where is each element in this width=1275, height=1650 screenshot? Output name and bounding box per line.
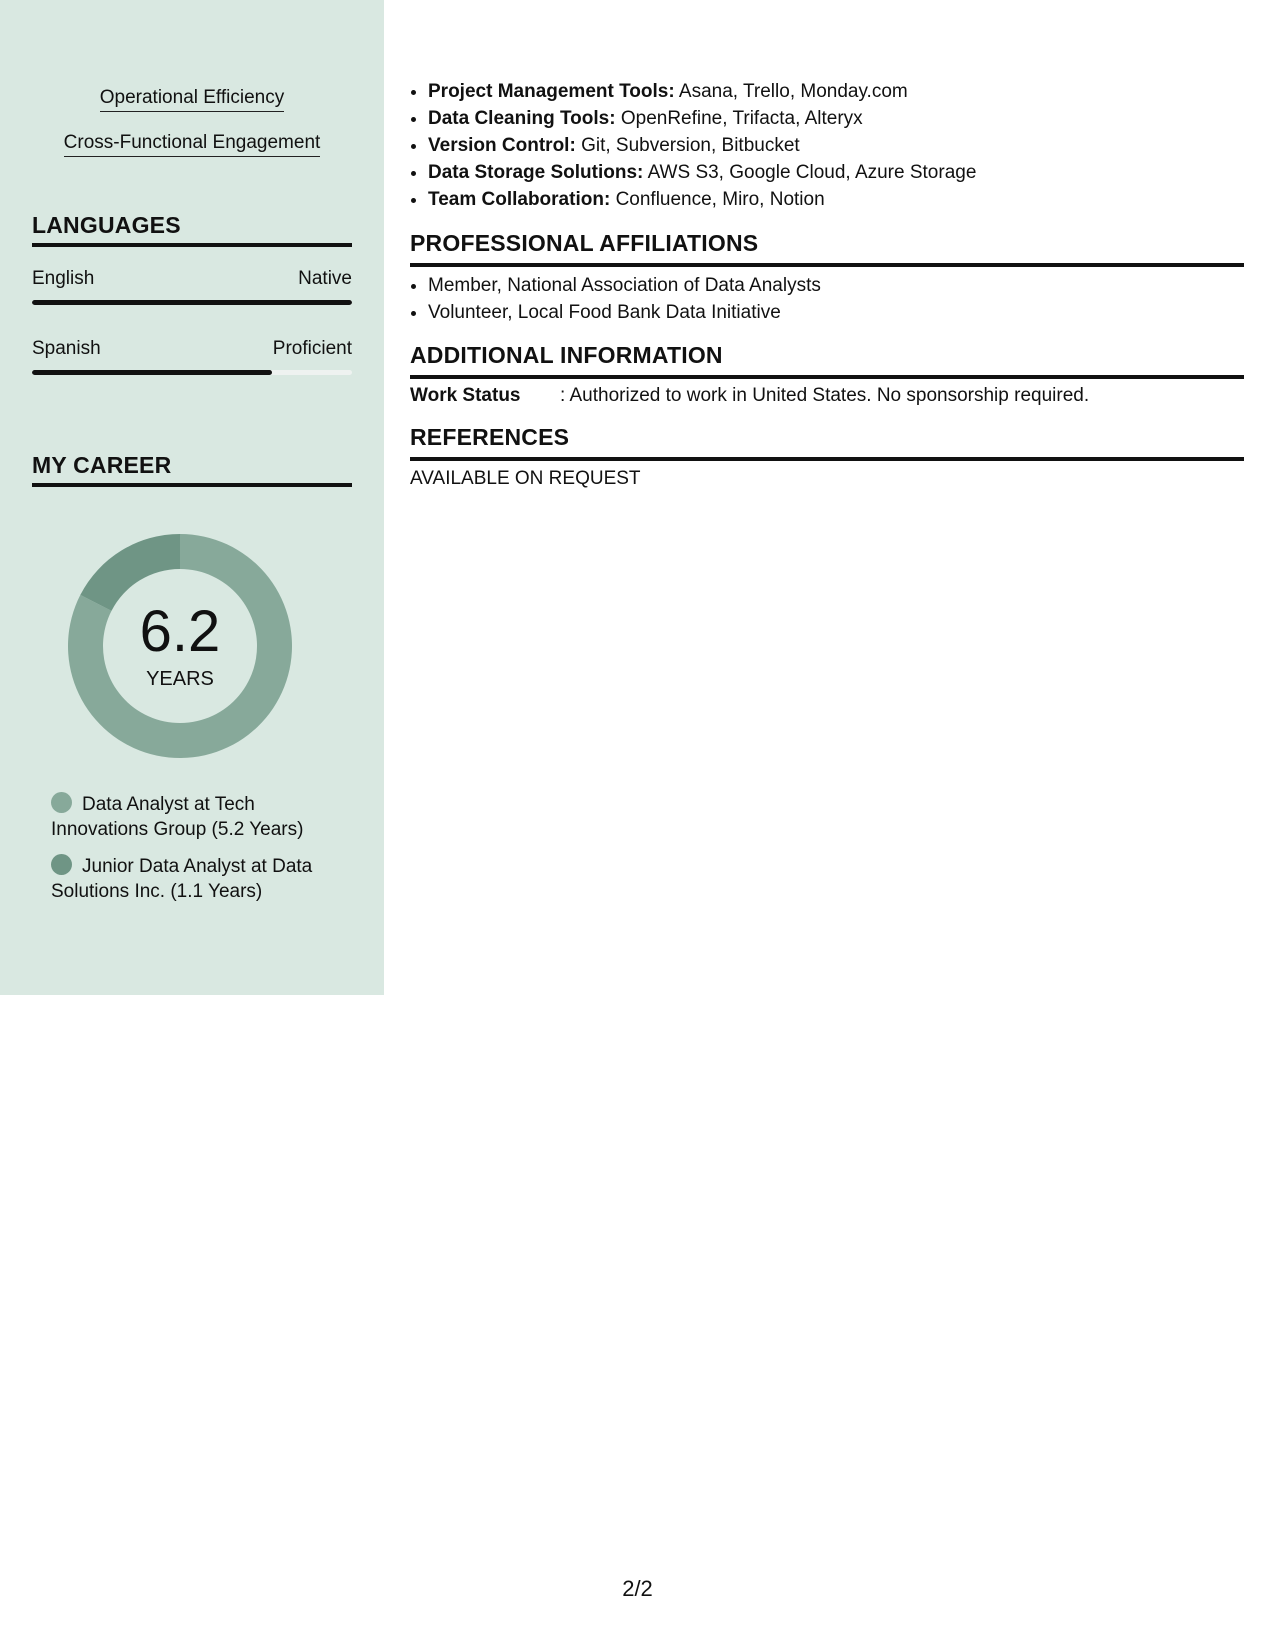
references-heading: REFERENCES	[410, 424, 1244, 461]
language-name: Spanish	[32, 338, 101, 359]
tools-list	[410, 78, 1238, 213]
career-legend-item	[51, 854, 331, 904]
language-proficiency-fill	[32, 300, 352, 305]
tools-list-item: • Version Control: Git, Subversion, Bitbucket	[428, 132, 1238, 159]
career-legend-label: Junior Data Analyst at Data Solutions Inc. (1.1 Years)	[51, 856, 313, 902]
career-legend-item	[51, 792, 331, 842]
sidebar	[0, 0, 384, 995]
skill-tag: Operational Efficiency	[0, 86, 384, 112]
language-proficiency-bar	[32, 300, 352, 305]
language-proficiency-fill	[32, 370, 272, 375]
skill-tag: Cross-Functional Engagement	[0, 131, 384, 157]
references-text: AVAILABLE ON REQUEST	[410, 468, 641, 489]
career-legend-label: Data Analyst at Tech Innovations Group (5.2 Years)	[51, 794, 304, 840]
tools-list-item: • Project Management Tools: Asana, Trello, Monday.com	[428, 78, 1238, 105]
language-proficiency-bar	[32, 370, 352, 375]
language-row	[32, 268, 352, 290]
affiliations-heading: PROFESSIONAL AFFILIATIONS	[410, 230, 1244, 267]
language-level: Native	[298, 268, 352, 289]
career-total-unit: YEARS	[146, 668, 214, 690]
language-name: English	[32, 268, 95, 289]
legend-dot-icon	[51, 792, 72, 813]
career-total-years: 6.2	[139, 599, 221, 664]
page-number: 2/2	[622, 1576, 653, 1601]
language-level: Proficient	[272, 338, 352, 359]
work-status-value: : Authorized to work in United States. No sponsorship required.	[560, 385, 1090, 406]
tools-list-item: • Data Storage Solutions: AWS S3, Google Cloud, Azure Storage	[428, 159, 1238, 186]
career-heading: MY CAREER	[32, 452, 352, 487]
legend-dot-icon	[51, 854, 72, 875]
affiliation-item: • Volunteer, Local Food Bank Data Initiative	[428, 299, 1238, 326]
tools-list-item: • Team Collaboration: Confluence, Miro, Notion	[428, 186, 1238, 213]
additional-info-heading: ADDITIONAL INFORMATION	[410, 342, 1244, 379]
affiliation-item: • Member, National Association of Data Analysts	[428, 272, 1238, 299]
language-row	[32, 338, 352, 360]
languages-heading: LANGUAGES	[32, 212, 352, 247]
tools-list-item: • Data Cleaning Tools: OpenRefine, Trifacta, Alteryx	[428, 105, 1238, 132]
work-status-label: Work Status	[410, 385, 521, 406]
affiliations-list	[410, 272, 1238, 326]
work-status-row	[410, 383, 1244, 409]
